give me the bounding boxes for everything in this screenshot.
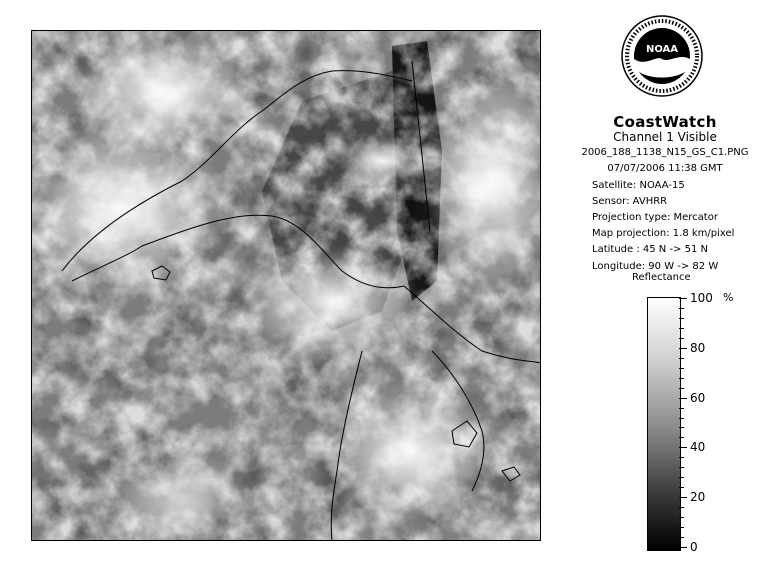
- colorbar-tick: [679, 338, 684, 339]
- colorbar-label: 20: [690, 490, 706, 505]
- colorbar-tick: [679, 537, 684, 538]
- colorbar-tick: [679, 517, 684, 518]
- colorbar-tick: [679, 328, 684, 329]
- latitude-label: Latitude : 45 N -> 51 N: [592, 244, 708, 255]
- svg-text:NOAA: NOAA: [645, 44, 679, 55]
- colorbar-label: 60: [690, 390, 706, 405]
- colorbar-tick: [679, 447, 687, 448]
- colorbar-tick: [679, 358, 684, 359]
- colorbar-tick: [679, 457, 684, 458]
- scale-unit: %: [723, 291, 734, 304]
- satellite-image-svg: [32, 31, 541, 541]
- colorbar-label: 40: [690, 440, 706, 455]
- projection-type-label: Projection type: Mercator: [592, 212, 718, 223]
- colorbar-tick: [679, 368, 684, 369]
- brand-title: CoastWatch: [613, 113, 717, 131]
- colorbar-tick: [679, 497, 687, 498]
- satellite-label: Satellite: NOAA-15: [592, 180, 685, 191]
- colorbar-tick: [679, 398, 687, 399]
- colorbar-tick: [679, 467, 684, 468]
- date-time: 07/07/2006 11:38 GMT: [607, 163, 723, 174]
- colorbar-label: 0: [690, 540, 698, 554]
- noaa-logo: [621, 15, 703, 97]
- colorbar-tick: [679, 487, 684, 488]
- file-name: 2006_188_1138_N15_GS_C1.PNG: [581, 147, 749, 158]
- colorbar-tick: [679, 348, 687, 349]
- colorbar-tick: [679, 477, 684, 478]
- channel-label: Channel 1 Visible: [613, 130, 717, 144]
- sensor-label: Sensor: AVHRR: [592, 196, 668, 207]
- colorbar-label: 80: [690, 340, 706, 355]
- colorbar-tick: [679, 318, 684, 319]
- colorbar-label: 100: [690, 291, 713, 305]
- colorbar-tick: [679, 308, 684, 309]
- reflectance-colorbar: [647, 297, 681, 551]
- colorbar-tick: [679, 527, 684, 528]
- colorbar-tick: [679, 388, 684, 389]
- colorbar-tick: [679, 298, 687, 299]
- colorbar-tick: [679, 427, 684, 428]
- colorbar-tick: [679, 418, 684, 419]
- scale-title: Reflectance: [632, 272, 691, 283]
- cloud-texture: [32, 31, 541, 541]
- satellite-image: [31, 30, 541, 541]
- colorbar-tick: [679, 437, 684, 438]
- colorbar-tick: [679, 507, 684, 508]
- colorbar-tick: [679, 408, 684, 409]
- noaa-logo-icon: [621, 15, 703, 97]
- colorbar-tick: [679, 378, 684, 379]
- map-projection-label: Map projection: 1.8 km/pixel: [592, 228, 735, 239]
- longitude-label: Longitude: 90 W -> 82 W: [592, 261, 719, 272]
- colorbar-tick: [679, 547, 687, 548]
